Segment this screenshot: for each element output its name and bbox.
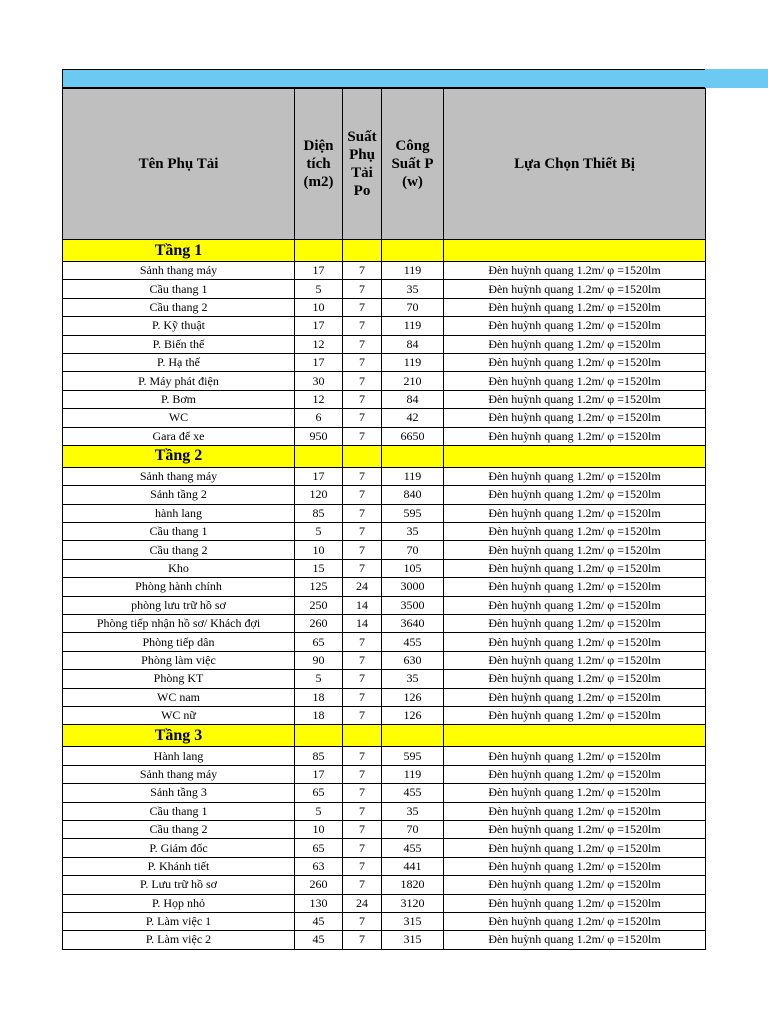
cell-power[interactable]: 84: [382, 335, 444, 353]
cell-power[interactable]: 119: [382, 353, 444, 371]
sheet-top-bar: [62, 69, 768, 88]
cell-name[interactable]: Cầu thang 2: [63, 541, 295, 559]
cell-device[interactable]: Đèn huỳnh quang 1.2m/ φ =1520lm: [444, 523, 706, 541]
cell-device[interactable]: Đèn huỳnh quang 1.2m/ φ =1520lm: [444, 857, 706, 875]
cell-load-density[interactable]: 7: [343, 839, 382, 857]
table-row: [63, 280, 706, 298]
cell-area[interactable]: 120: [295, 486, 343, 504]
cell-area[interactable]: 5: [295, 670, 343, 688]
cell-load-density[interactable]: 7: [343, 298, 382, 316]
table-row: [63, 596, 706, 614]
cell-power[interactable]: 70: [382, 541, 444, 559]
floor-header-row: [63, 445, 706, 467]
table-row: [63, 894, 706, 912]
cell-power[interactable]: 441: [382, 857, 444, 875]
cell-name[interactable]: P. Làm việc 2: [63, 931, 295, 949]
cell-area[interactable]: 30: [295, 372, 343, 390]
cell-load-density[interactable]: 7: [343, 467, 382, 485]
cell-area[interactable]: 12: [295, 390, 343, 408]
table-row: [63, 765, 706, 783]
cell-device[interactable]: Đèn huỳnh quang 1.2m/ φ =1520lm: [444, 596, 706, 614]
cell-load-density[interactable]: 24: [343, 894, 382, 912]
cell-device[interactable]: Đèn huỳnh quang 1.2m/ φ =1520lm: [444, 765, 706, 783]
cell-device[interactable]: Đèn huỳnh quang 1.2m/ φ =1520lm: [444, 298, 706, 316]
cell-load-density[interactable]: 7: [343, 280, 382, 298]
cell-area[interactable]: 10: [295, 541, 343, 559]
cell-name[interactable]: Phòng KT: [63, 670, 295, 688]
table-row: [63, 409, 706, 427]
cell-power[interactable]: 126: [382, 688, 444, 706]
cell-power[interactable]: 70: [382, 298, 444, 316]
table-row: [63, 615, 706, 633]
table-row: [63, 372, 706, 390]
table-row: [63, 670, 706, 688]
cell-area[interactable]: 950: [295, 427, 343, 445]
cell-area[interactable]: 5: [295, 802, 343, 820]
cell-load-density[interactable]: 7: [343, 747, 382, 765]
cell-load-density[interactable]: 7: [343, 353, 382, 371]
cell-area[interactable]: 10: [295, 298, 343, 316]
cell-power[interactable]: 119: [382, 317, 444, 335]
cell-power[interactable]: 1820: [382, 876, 444, 894]
cell-area[interactable]: 15: [295, 559, 343, 577]
cell-power[interactable]: 3500: [382, 596, 444, 614]
table-row: [63, 390, 706, 408]
table-row: [63, 876, 706, 894]
table-row: [63, 504, 706, 522]
cell-area[interactable]: 12: [295, 335, 343, 353]
cell-area[interactable]: 85: [295, 747, 343, 765]
floor-header-row: [63, 240, 706, 262]
floor-empty-cell[interactable]: [444, 725, 706, 747]
table-row: [63, 353, 706, 371]
cell-load-density[interactable]: 7: [343, 633, 382, 651]
cell-area[interactable]: 85: [295, 504, 343, 522]
cell-area[interactable]: 65: [295, 839, 343, 857]
cell-load-density[interactable]: 7: [343, 262, 382, 280]
header-load-density[interactable]: Suất Phụ Tải Po: [343, 89, 382, 240]
cell-area[interactable]: 130: [295, 894, 343, 912]
table-row: [63, 651, 706, 669]
cell-device[interactable]: Đèn huỳnh quang 1.2m/ φ =1520lm: [444, 578, 706, 596]
cell-area[interactable]: 18: [295, 706, 343, 724]
cell-name[interactable]: Cầu thang 1: [63, 280, 295, 298]
floor-empty-cell[interactable]: [295, 240, 343, 262]
cell-area[interactable]: 65: [295, 784, 343, 802]
cell-load-density[interactable]: 7: [343, 670, 382, 688]
cell-name[interactable]: P. Hạ thế: [63, 353, 295, 371]
cell-load-density[interactable]: 14: [343, 596, 382, 614]
cell-power[interactable]: 455: [382, 839, 444, 857]
cell-name[interactable]: Gara để xe: [63, 427, 295, 445]
floor-empty-cell[interactable]: [295, 725, 343, 747]
floor-empty-cell[interactable]: [343, 445, 382, 467]
table-row: [63, 931, 706, 949]
cell-load-density[interactable]: 7: [343, 486, 382, 504]
table-row: [63, 820, 706, 838]
floor-empty-cell[interactable]: [382, 725, 444, 747]
floor-title[interactable]: Tầng 1: [63, 240, 295, 262]
cell-device[interactable]: Đèn huỳnh quang 1.2m/ φ =1520lm: [444, 633, 706, 651]
cell-name[interactable]: Phòng tiếp dân: [63, 633, 295, 651]
cell-load-density[interactable]: 7: [343, 706, 382, 724]
cell-name[interactable]: Sảnh thang máy: [63, 765, 295, 783]
cell-area[interactable]: 10: [295, 820, 343, 838]
cell-area[interactable]: 5: [295, 280, 343, 298]
cell-load-density[interactable]: 7: [343, 876, 382, 894]
cell-name[interactable]: WC: [63, 409, 295, 427]
cell-device[interactable]: Đèn huỳnh quang 1.2m/ φ =1520lm: [444, 390, 706, 408]
cell-device[interactable]: Đèn huỳnh quang 1.2m/ φ =1520lm: [444, 559, 706, 577]
cell-name[interactable]: Phòng hành chính: [63, 578, 295, 596]
cell-load-density[interactable]: 7: [343, 688, 382, 706]
cell-power[interactable]: 315: [382, 912, 444, 930]
cell-load-density[interactable]: 24: [343, 578, 382, 596]
cell-name[interactable]: Phòng làm việc: [63, 651, 295, 669]
cell-name[interactable]: Sảnh thang máy: [63, 467, 295, 485]
cell-area[interactable]: 17: [295, 262, 343, 280]
cell-area[interactable]: 17: [295, 765, 343, 783]
floor-empty-cell[interactable]: [382, 445, 444, 467]
cell-name[interactable]: hành lang: [63, 504, 295, 522]
cell-name[interactable]: Cầu thang 2: [63, 820, 295, 838]
cell-device[interactable]: Đèn huỳnh quang 1.2m/ φ =1520lm: [444, 541, 706, 559]
cell-load-density[interactable]: 7: [343, 931, 382, 949]
cell-area[interactable]: 17: [295, 353, 343, 371]
cell-device[interactable]: Đèn huỳnh quang 1.2m/ φ =1520lm: [444, 353, 706, 371]
cell-device[interactable]: Đèn huỳnh quang 1.2m/ φ =1520lm: [444, 839, 706, 857]
cell-name[interactable]: P. Khánh tiết: [63, 857, 295, 875]
cell-device[interactable]: Đèn huỳnh quang 1.2m/ φ =1520lm: [444, 486, 706, 504]
cell-load-density[interactable]: 7: [343, 541, 382, 559]
cell-power[interactable]: 3640: [382, 615, 444, 633]
cell-power[interactable]: 595: [382, 747, 444, 765]
table-row: [63, 633, 706, 651]
cell-power[interactable]: 840: [382, 486, 444, 504]
cell-load-density[interactable]: 7: [343, 912, 382, 930]
cell-device[interactable]: Đèn huỳnh quang 1.2m/ φ =1520lm: [444, 802, 706, 820]
cell-device[interactable]: Đèn huỳnh quang 1.2m/ φ =1520lm: [444, 670, 706, 688]
cell-load-density[interactable]: 7: [343, 651, 382, 669]
cell-load-density[interactable]: 7: [343, 784, 382, 802]
cell-name[interactable]: Cầu thang 1: [63, 802, 295, 820]
floor-empty-cell[interactable]: [295, 445, 343, 467]
cell-device[interactable]: Đèn huỳnh quang 1.2m/ φ =1520lm: [444, 706, 706, 724]
table-row: [63, 298, 706, 316]
cell-power[interactable]: 455: [382, 633, 444, 651]
sheet-top-bar-extension: [705, 69, 768, 88]
cell-power[interactable]: 126: [382, 706, 444, 724]
cell-name[interactable]: WC nam: [63, 688, 295, 706]
cell-power[interactable]: 119: [382, 467, 444, 485]
table-row: [63, 335, 706, 353]
cell-area[interactable]: 18: [295, 688, 343, 706]
cell-area[interactable]: 17: [295, 467, 343, 485]
table-row: [63, 688, 706, 706]
cell-power[interactable]: 35: [382, 802, 444, 820]
floor-empty-cell[interactable]: [343, 240, 382, 262]
cell-name[interactable]: Sảnh tầng 2: [63, 486, 295, 504]
header-area[interactable]: Diện tích (m2): [295, 89, 343, 240]
cell-power[interactable]: 6650: [382, 427, 444, 445]
floor-header-row: [63, 725, 706, 747]
table-row: [63, 541, 706, 559]
cell-device[interactable]: Đèn huỳnh quang 1.2m/ φ =1520lm: [444, 784, 706, 802]
cell-device[interactable]: Đèn huỳnh quang 1.2m/ φ =1520lm: [444, 335, 706, 353]
cell-load-density[interactable]: 7: [343, 523, 382, 541]
cell-device[interactable]: Đèn huỳnh quang 1.2m/ φ =1520lm: [444, 467, 706, 485]
cell-load-density[interactable]: 7: [343, 765, 382, 783]
cell-power[interactable]: 3120: [382, 894, 444, 912]
cell-area[interactable]: 6: [295, 409, 343, 427]
cell-power[interactable]: 455: [382, 784, 444, 802]
cell-power[interactable]: 119: [382, 765, 444, 783]
cell-power[interactable]: 119: [382, 262, 444, 280]
cell-device[interactable]: Đèn huỳnh quang 1.2m/ φ =1520lm: [444, 931, 706, 949]
cell-name[interactable]: P. Kỹ thuật: [63, 317, 295, 335]
cell-device[interactable]: Đèn huỳnh quang 1.2m/ φ =1520lm: [444, 876, 706, 894]
cell-load-density[interactable]: 7: [343, 372, 382, 390]
header-row: [63, 89, 706, 240]
cell-device[interactable]: Đèn huỳnh quang 1.2m/ φ =1520lm: [444, 280, 706, 298]
cell-load-density[interactable]: 7: [343, 335, 382, 353]
cell-load-density[interactable]: 7: [343, 504, 382, 522]
cell-name[interactable]: P. Lưu trữ hồ sơ: [63, 876, 295, 894]
cell-power[interactable]: 595: [382, 504, 444, 522]
cell-name[interactable]: P. Làm việc 1: [63, 912, 295, 930]
table-row: [63, 523, 706, 541]
header-power[interactable]: Công Suất P (w): [382, 89, 444, 240]
header-name[interactable]: Tên Phụ Tải: [63, 89, 295, 240]
table-row: [63, 839, 706, 857]
cell-area[interactable]: 45: [295, 912, 343, 930]
cell-power[interactable]: 630: [382, 651, 444, 669]
cell-area[interactable]: 45: [295, 931, 343, 949]
cell-area[interactable]: 250: [295, 596, 343, 614]
cell-name[interactable]: P. Họp nhỏ: [63, 894, 295, 912]
table-row: [63, 486, 706, 504]
table-row: [63, 427, 706, 445]
cell-device[interactable]: Đèn huỳnh quang 1.2m/ φ =1520lm: [444, 504, 706, 522]
cell-load-density[interactable]: 7: [343, 559, 382, 577]
cell-power[interactable]: 315: [382, 931, 444, 949]
cell-name[interactable]: Kho: [63, 559, 295, 577]
table-row: [63, 784, 706, 802]
cell-device[interactable]: Đèn huỳnh quang 1.2m/ φ =1520lm: [444, 372, 706, 390]
table-row: [63, 262, 706, 280]
floor-empty-cell[interactable]: [444, 445, 706, 467]
cell-device[interactable]: Đèn huỳnh quang 1.2m/ φ =1520lm: [444, 820, 706, 838]
cell-name[interactable]: P. Bơm: [63, 390, 295, 408]
table-body: [63, 240, 706, 950]
cell-load-density[interactable]: 7: [343, 802, 382, 820]
table-row: [63, 317, 706, 335]
cell-area[interactable]: 17: [295, 317, 343, 335]
cell-area[interactable]: 90: [295, 651, 343, 669]
cell-load-density[interactable]: 7: [343, 857, 382, 875]
cell-power[interactable]: 84: [382, 390, 444, 408]
cell-area[interactable]: 63: [295, 857, 343, 875]
cell-name[interactable]: WC nữ: [63, 706, 295, 724]
cell-power[interactable]: 42: [382, 409, 444, 427]
cell-name[interactable]: phòng lưu trữ hồ sơ: [63, 596, 295, 614]
cell-device[interactable]: Đèn huỳnh quang 1.2m/ φ =1520lm: [444, 894, 706, 912]
cell-name[interactable]: Cầu thang 2: [63, 298, 295, 316]
cell-power[interactable]: 105: [382, 559, 444, 577]
table-row: [63, 912, 706, 930]
cell-device[interactable]: Đèn huỳnh quang 1.2m/ φ =1520lm: [444, 651, 706, 669]
cell-name[interactable]: P. Biến thế: [63, 335, 295, 353]
cell-power[interactable]: 210: [382, 372, 444, 390]
cell-load-density[interactable]: 7: [343, 390, 382, 408]
floor-title[interactable]: Tầng 2: [63, 445, 295, 467]
cell-load-density[interactable]: 7: [343, 427, 382, 445]
cell-name[interactable]: Hành lang: [63, 747, 295, 765]
cell-device[interactable]: Đèn huỳnh quang 1.2m/ φ =1520lm: [444, 427, 706, 445]
cell-area[interactable]: 125: [295, 578, 343, 596]
cell-power[interactable]: 70: [382, 820, 444, 838]
cell-area[interactable]: 260: [295, 876, 343, 894]
cell-device[interactable]: Đèn huỳnh quang 1.2m/ φ =1520lm: [444, 317, 706, 335]
cell-name[interactable]: Sảnh tầng 3: [63, 784, 295, 802]
floor-empty-cell[interactable]: [444, 240, 706, 262]
cell-power[interactable]: 35: [382, 280, 444, 298]
cell-power[interactable]: 3000: [382, 578, 444, 596]
cell-power[interactable]: 35: [382, 523, 444, 541]
table-row: [63, 467, 706, 485]
cell-device[interactable]: Đèn huỳnh quang 1.2m/ φ =1520lm: [444, 262, 706, 280]
cell-name[interactable]: P. Máy phát điện: [63, 372, 295, 390]
table-row: [63, 559, 706, 577]
cell-load-density[interactable]: 7: [343, 409, 382, 427]
cell-load-density[interactable]: 14: [343, 615, 382, 633]
load-table: [62, 88, 706, 950]
cell-area[interactable]: 260: [295, 615, 343, 633]
table-row: [63, 802, 706, 820]
cell-device[interactable]: Đèn huỳnh quang 1.2m/ φ =1520lm: [444, 688, 706, 706]
cell-area[interactable]: 5: [295, 523, 343, 541]
floor-title[interactable]: Tầng 3: [63, 725, 295, 747]
cell-load-density[interactable]: 7: [343, 317, 382, 335]
cell-device[interactable]: Đèn huỳnh quang 1.2m/ φ =1520lm: [444, 747, 706, 765]
cell-area[interactable]: 65: [295, 633, 343, 651]
cell-device[interactable]: Đèn huỳnh quang 1.2m/ φ =1520lm: [444, 615, 706, 633]
cell-name[interactable]: P. Giám đốc: [63, 839, 295, 857]
cell-name[interactable]: Cầu thang 1: [63, 523, 295, 541]
cell-device[interactable]: Đèn huỳnh quang 1.2m/ φ =1520lm: [444, 409, 706, 427]
floor-empty-cell[interactable]: [382, 240, 444, 262]
cell-load-density[interactable]: 7: [343, 820, 382, 838]
cell-name[interactable]: Phòng tiếp nhận hồ sơ/ Khách đợi: [63, 615, 295, 633]
cell-device[interactable]: Đèn huỳnh quang 1.2m/ φ =1520lm: [444, 912, 706, 930]
table-row: [63, 747, 706, 765]
table-row: [63, 857, 706, 875]
table-row: [63, 578, 706, 596]
cell-power[interactable]: 35: [382, 670, 444, 688]
table-row: [63, 706, 706, 724]
floor-empty-cell[interactable]: [343, 725, 382, 747]
cell-name[interactable]: Sảnh thang máy: [63, 262, 295, 280]
header-device[interactable]: Lựa Chọn Thiết Bị: [444, 89, 706, 240]
